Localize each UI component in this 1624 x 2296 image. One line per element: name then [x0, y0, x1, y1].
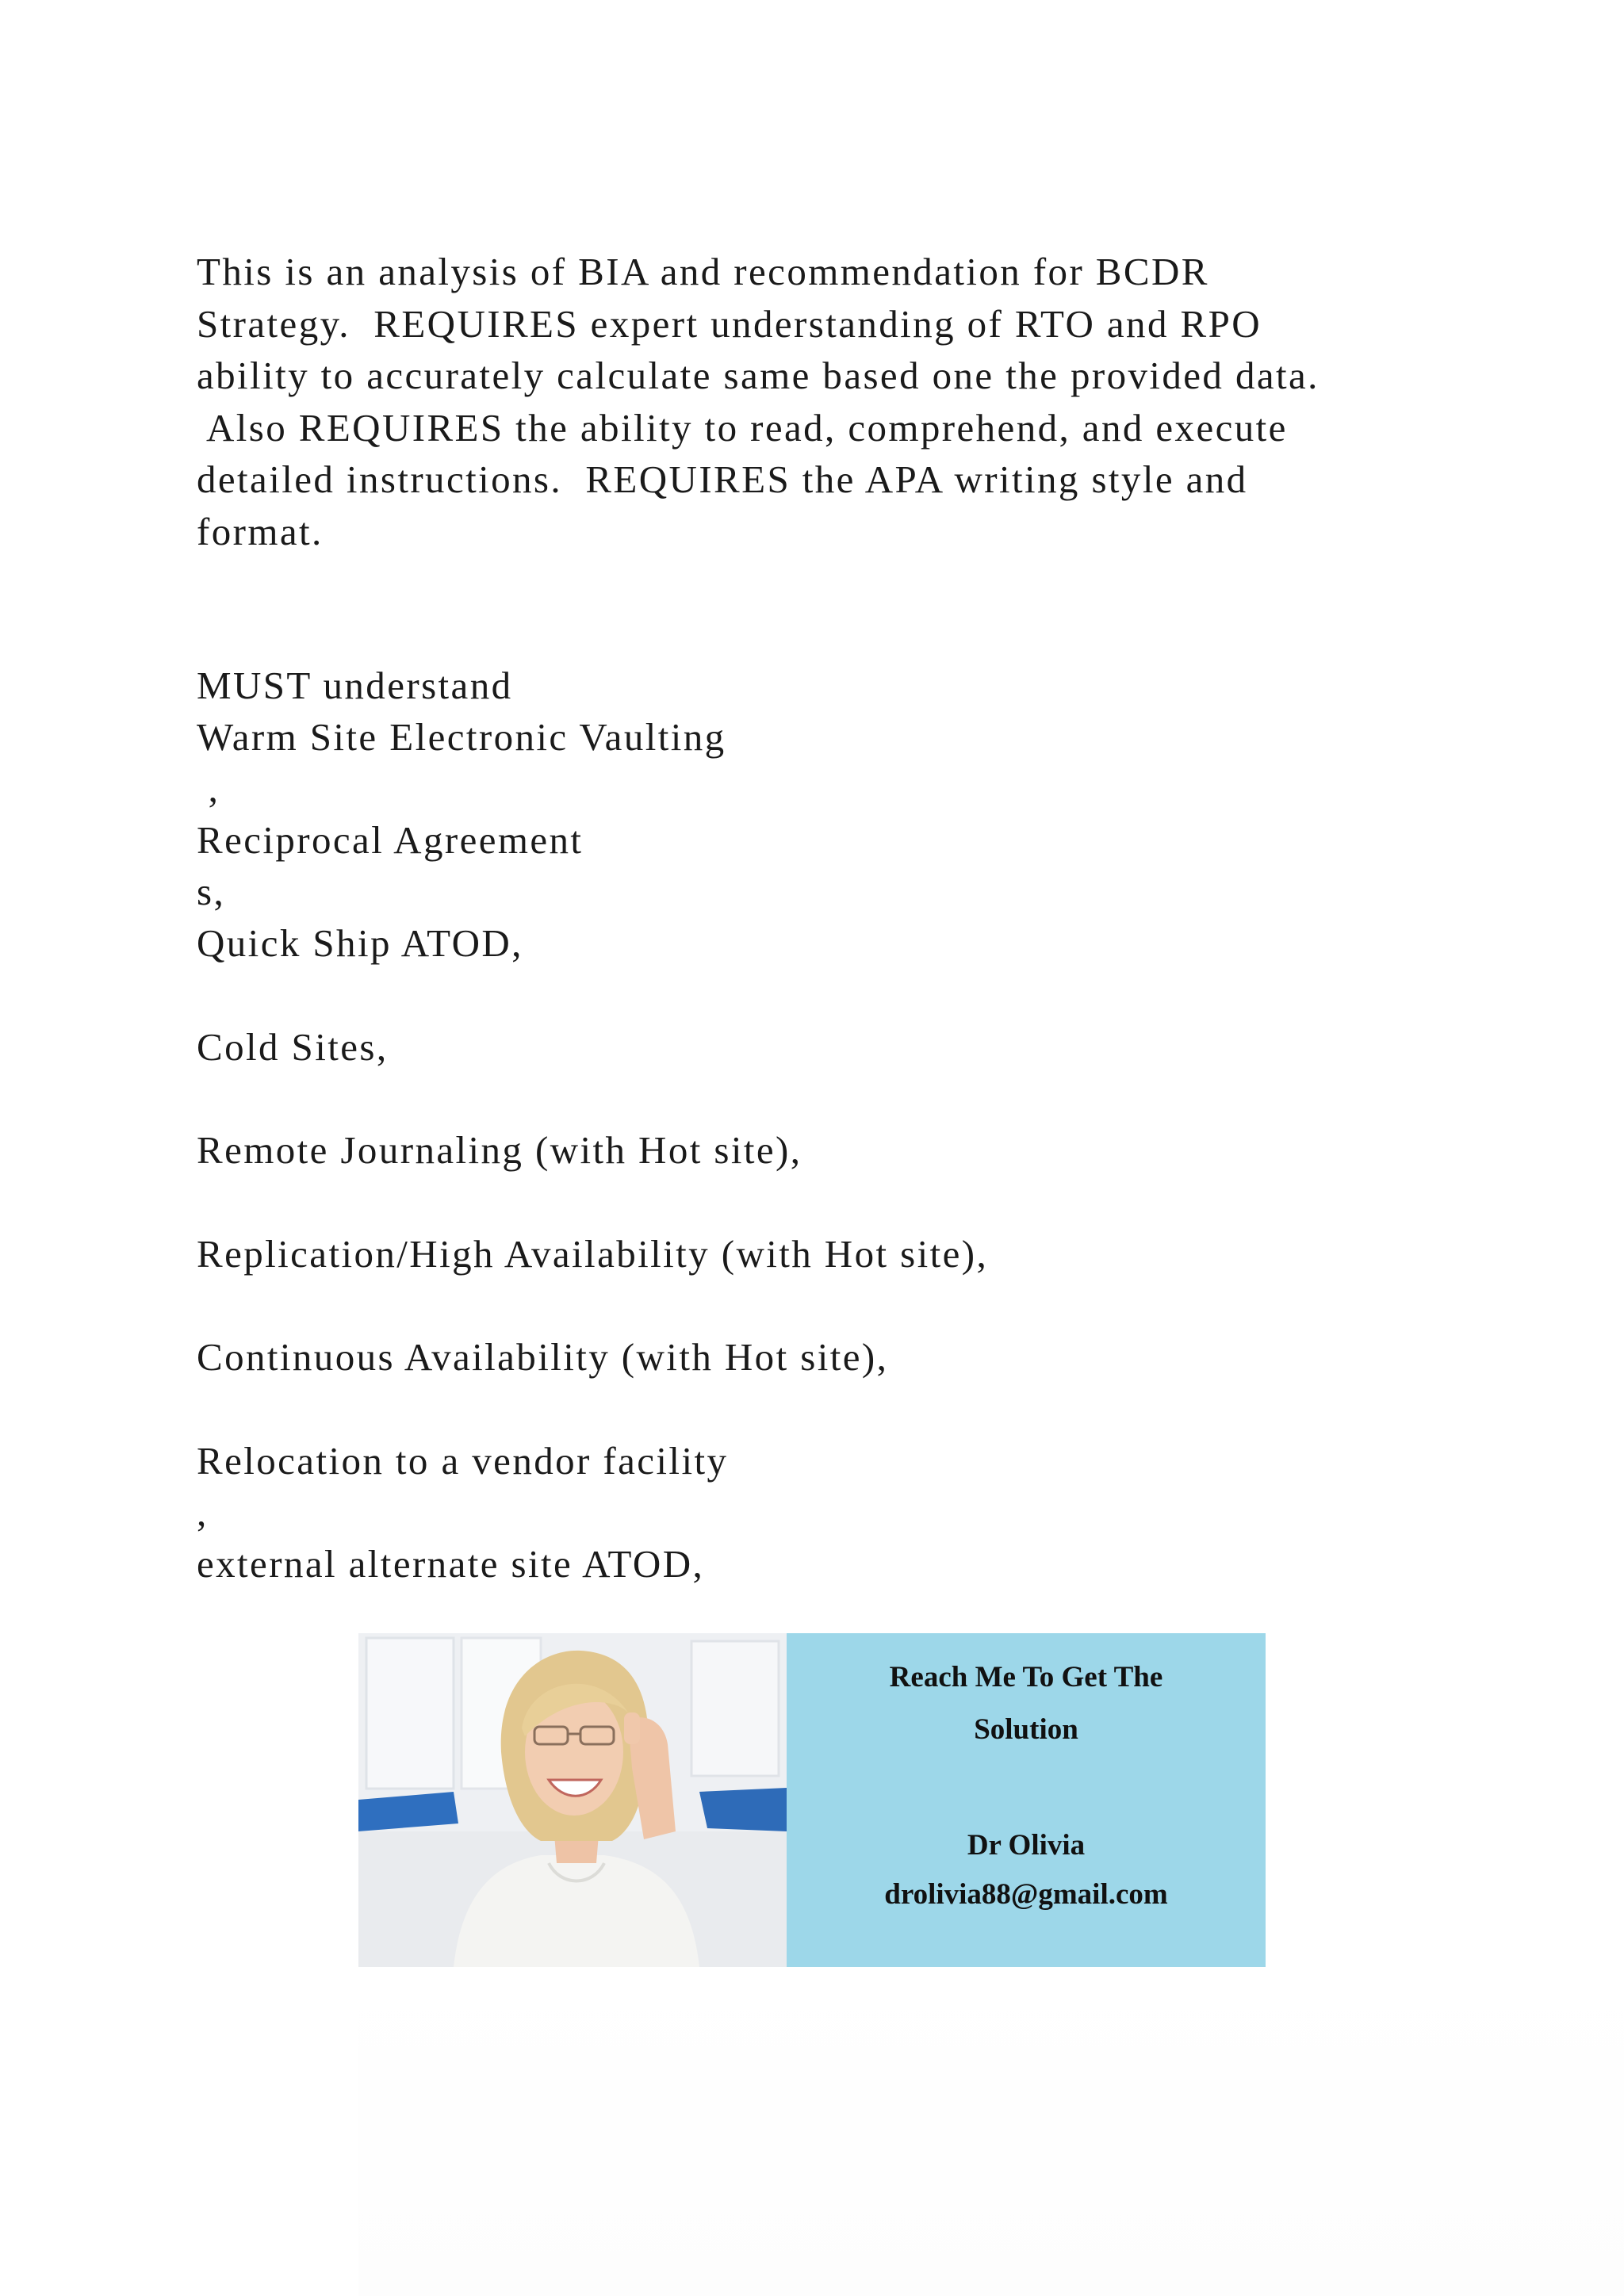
list-line: Continuous Availability (with Hot site),	[197, 1335, 889, 1379]
list-line: external alternate site ATOD,	[197, 1542, 705, 1586]
contact-banner	[358, 1633, 1266, 1967]
list-line: MUST understand	[197, 664, 513, 707]
list-line: Cold Sites,	[197, 1025, 389, 1069]
contact-name: Dr Olivia	[967, 1829, 1086, 1862]
list-line: Remote Journaling (with Hot site),	[197, 1128, 802, 1172]
contact-info-panel	[787, 1633, 1266, 1967]
list-line: ,	[197, 1490, 209, 1534]
blank-area	[358, 1967, 1624, 2296]
smiling-woman-photo	[358, 1633, 787, 1967]
intro-line: ability to accurately calculate same based one the provided data.	[197, 354, 1320, 397]
intro-line: format.	[197, 509, 324, 553]
intro-line: Also REQUIRES the ability to read, comprehend, and execute	[197, 405, 1288, 450]
intro-line: Strategy. REQUIRES expert understanding of RTO and RPO	[197, 301, 1262, 346]
banner-headline-continued: Solution	[974, 1713, 1078, 1746]
list-line: Warm Site Electronic Vaulting	[197, 715, 726, 759]
contact-email[interactable]: drolivia88@gmail.com	[884, 1878, 1168, 1911]
intro-paragraph	[197, 246, 1497, 557]
list-line: ,	[197, 767, 220, 810]
list-line: Replication/High Availability (with Hot site),	[197, 1232, 989, 1276]
intro-line: detailed instructions. REQUIRES the APA writing style and	[197, 457, 1248, 501]
list-line: Reciprocal Agreement	[197, 818, 584, 862]
list-line: Relocation to a vendor facility	[197, 1439, 729, 1483]
banner-headline: Reach Me To Get The	[889, 1661, 1163, 1693]
list-line: Quick Ship ATOD,	[197, 921, 523, 965]
intro-line: This is an analysis of BIA and recommendation for BCDR	[197, 250, 1209, 293]
list-line: s,	[197, 870, 226, 913]
